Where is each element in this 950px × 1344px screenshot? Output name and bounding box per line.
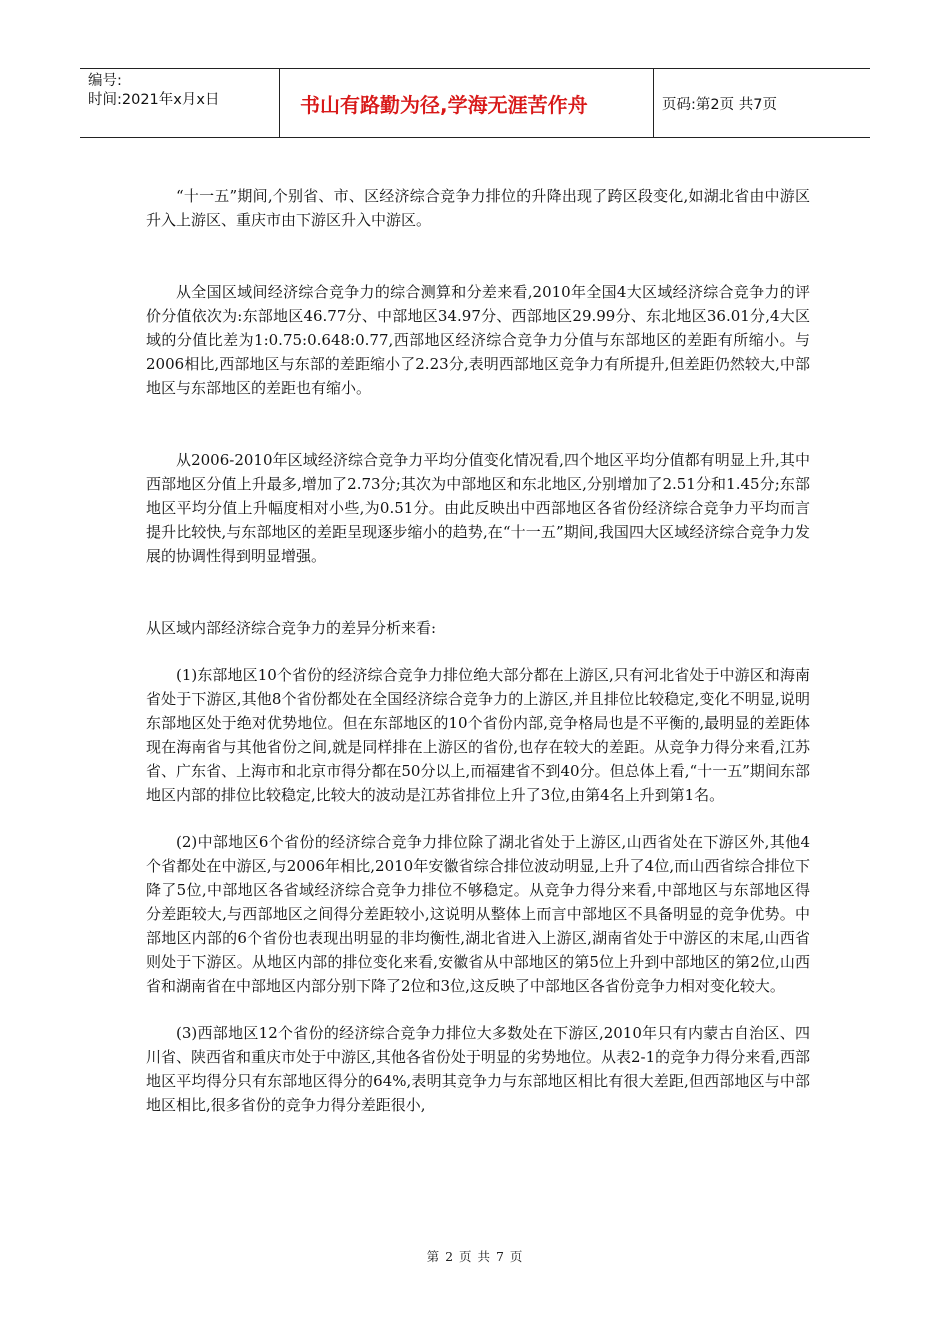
doc-time-label: 时间:2021年x月x日 <box>88 92 220 108</box>
paragraph: (1)东部地区10个省份的经济综合竞争力排位绝大部分都在上游区,只有河北省处于中游区和海南省处于下游区,其他8个省份都处在全国经济综合竞争力的上游区,并且排位比较稳定,变化不明显,说明东部地区处于绝对优势地位。但在东部地区的10个省份内部,竞争格局也是不平衡的,最明显的差距体现在海南省与其他省份之间,就是同样排在上游区的省份,也存在较大的差距。从竞争力得分来看,江苏省、广东省、上海市和北京市得分都在50分以上,而福建省不到40分。但总体上看,“十一五”期间东部地区内部的排位比较稳定,比较大的波动是江苏省排位上升了3位,由第4名上升到第1名。 <box>146 666 810 804</box>
document-body <box>146 184 810 1140</box>
paragraph: 从2006-2010年区域经济综合竞争力平均分值变化情况看,四个地区平均分值都有明显上升,其中西部地区分值上升最多,增加了2.73分;其次为中部地区和东北地区,分别增加了2.51分和1.45分;东部地区平均分值上升幅度相对小些,为0.51分。由此反映出中西部地区各省份经济综合竞争力平均而言提升比较快,与东部地区的差距呈现逐步缩小的趋势,在“十一五”期间,我国四大区域经济综合竞争力发展的协调性得到明显增强。 <box>146 451 810 565</box>
paragraph: 从全国区域间经济综合竞争力的综合测算和分差来看,2010年全国4大区域经济综合竞争力的评价分值依次为:东部地区46.77分、中部地区34.97分、西部地区29.99分、东北地区36.01分,4大区域的分值比差为1:0.75:0.648:0.77,西部地区经济综合竞争力分值与东部地区的差距有所缩小。与2006相比,西部地区与东部的差距缩小了2.23分,表明西部地区竞争力有所提升,但差距仍然较大,中部地区与东部地区的差距也有缩小。 <box>146 283 810 397</box>
doc-number-label: 编号: <box>88 73 122 89</box>
paragraph: 从区域内部经济综合竞争力的差异分析来看: <box>146 619 437 637</box>
paragraph: (2)中部地区6个省份的经济综合竞争力排位除了湖北省处于上游区,山西省处在下游区外,其他4个省都处在中游区,与2006年相比,2010年安徽省综合排位波动明显,上升了4位,而山西省综合排位下降了5位,中部地区各省域经济综合竞争力排位不够稳定。从竞争力得分来看,中部地区与东部地区得分差距较大,与西部地区之间得分差距较小,这说明从整体上而言中部地区不具备明显的竞争优势。中部地区内部的6个省份也表现出明显的非均衡性,湖北省进入上游区,湖南省处于中游区的末尾,山西省则处于下游区。从地区内部的排位变化来看,安徽省从中部地区的第5位上升到中部地区的第2位,山西省和湖南省在中部地区内部分别下降了2位和3位,这反映了中部地区各省份竞争力相对变化较大。 <box>146 833 810 995</box>
header-page-number: 页码:第2页 共7页 <box>662 96 777 113</box>
paragraph: (3)西部地区12个省份的经济综合竞争力排位大多数处在下游区,2010年只有内蒙古自治区、四川省、陕西省和重庆市处于中游区,其他各省份处于明显的劣势地位。从表2-1的竞争力得分来看,西部地区平均得分只有东部地区得分的64%,表明其竞争力与东部地区相比有很大差距,但西部地区与中部地区相比,很多省份的竞争力得分差距很小, <box>146 1024 810 1114</box>
page-footer: 第 2 页 共 7 页 <box>426 1249 524 1264</box>
paragraph: “十一五”期间,个别省、市、区经济综合竞争力排位的升降出现了跨区段变化,如湖北省由中游区升入上游区、重庆市由下游区升入中游区。 <box>146 187 810 229</box>
header-motto: 书山有路勤为径,学海无涯苦作舟 <box>280 69 654 137</box>
page-header <box>80 68 870 138</box>
header-meta <box>80 69 280 137</box>
